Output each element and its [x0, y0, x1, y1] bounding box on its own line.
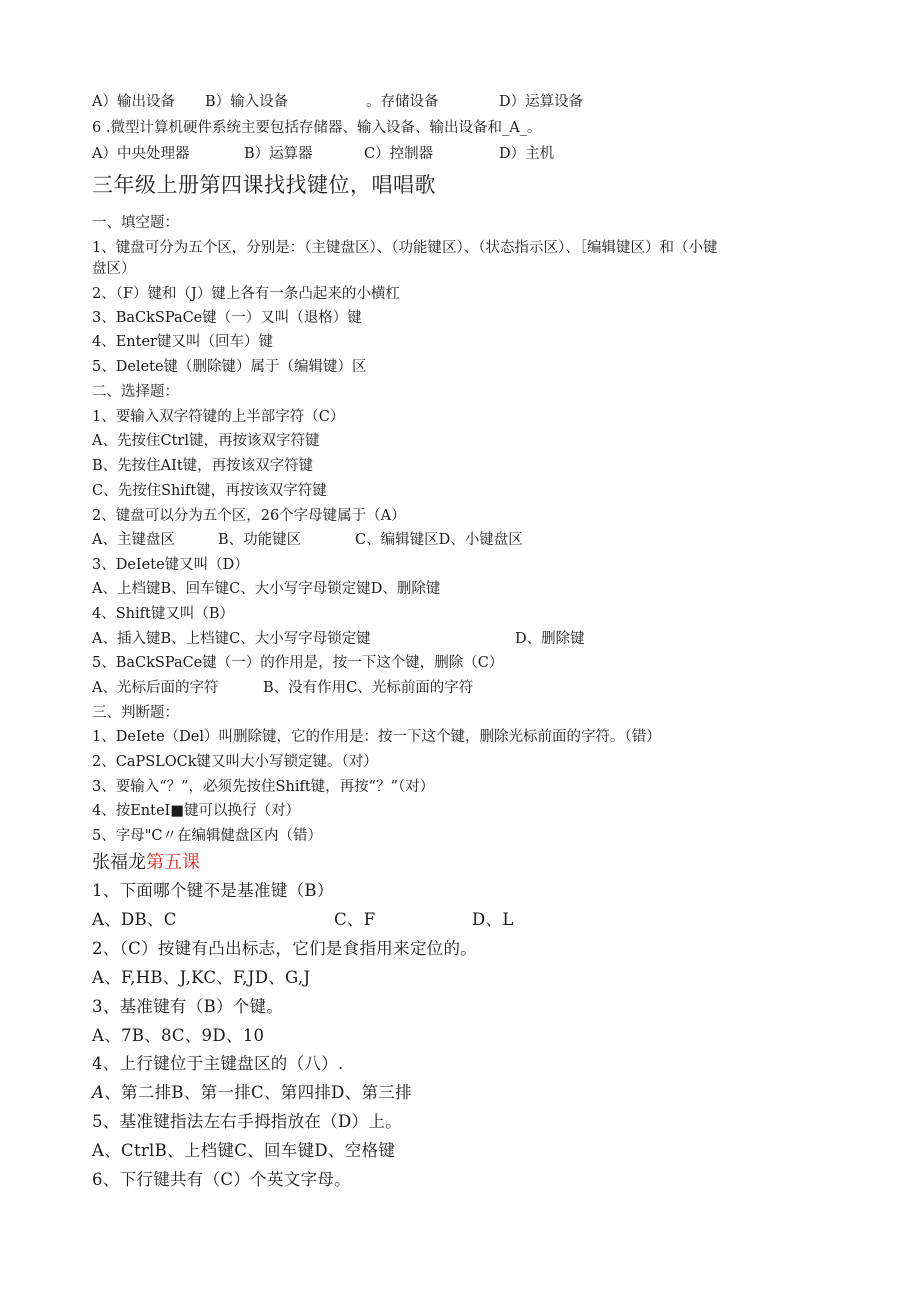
q6-option-d: D）主机	[499, 146, 555, 162]
l5-q3-options: A、7B、8C、9D、10	[92, 1026, 265, 1045]
fill-line: 2、（F）键和（J）键上各有一条凸起来的小横杠	[92, 286, 400, 302]
choice-q4-options-abc: A、插入键B、上档键C、大小写字母锁定键	[92, 631, 371, 647]
fill-line: 1、键盘可分为五个区，分别是：（主键盘区）、（功能键区）、（状态指示区）、［编辑键区）和（小键	[92, 240, 718, 256]
l5-q3: 3、基准键有（B）个键。	[92, 997, 284, 1016]
lesson4-title: 三年级上册第四课找找键位，唱唱歌	[92, 173, 436, 197]
l5-q2: 2、（C）按键有凸出标志，它们是食指用来定位的。	[92, 939, 478, 958]
q5-option-d: D）运算设备	[499, 94, 584, 110]
q5-option-a: A）输出设备	[92, 94, 175, 110]
choice-q1-option-b: B、先按住AIt键，再按该双字符键	[92, 458, 314, 474]
choice-q2-option-a: A、主键盘区	[92, 532, 175, 548]
choice-q3-options: A、上档键B、回车键C、大小写字母锁定键D、删除键	[92, 581, 441, 597]
l5-q4: 4、上行键位于主键盘区的（八）.	[92, 1054, 344, 1073]
l5-q1-option-d: D、L	[472, 910, 514, 929]
l5-q6: 6、下行键共有（C）个英文字母。	[92, 1170, 351, 1189]
l5-q1-option-c: C、F	[334, 910, 376, 929]
lesson5-heading	[92, 854, 200, 872]
choice-q2-option-b: B、功能键区	[218, 532, 302, 548]
l5-q1: 1、下面哪个键不是基准键（B）	[92, 881, 334, 900]
judge-line: 2、CaPSLOCk键又叫大小写锁定键。（对）	[92, 754, 378, 770]
q6-option-c: C）控制器	[364, 146, 434, 162]
choice-q4-option-d: D、删除键	[515, 631, 585, 647]
l5-q4-options-rest: 、第二排B、第一排C、第四排D、第三排	[104, 1083, 412, 1102]
choice-q5-option-a: A、光标后面的字符	[92, 680, 219, 696]
choice-q5: 5、BaCkSPaCe键（一）的作用是，按一下这个键，删除（C）	[92, 655, 504, 671]
l5-q4-option-a-letter: A	[92, 1083, 105, 1102]
choice-q1: 1、要输入双字符键的上半部字符（C）	[92, 409, 345, 425]
choice-q2: 2、键盘可以分为五个区，26个字母键属于（A）	[92, 508, 406, 524]
judge-line: 3、要输入“？”，必须先按住Shift键，再按“？”（对）	[92, 779, 435, 795]
l5-q1-options-ab: A、DB、C	[92, 910, 177, 929]
judge-heading: 三、判断题：	[92, 705, 179, 721]
q6-option-a: A）中央处理器	[92, 146, 190, 162]
q6-option-b: B）运算器	[244, 146, 313, 162]
lesson5-author: 张福龙	[92, 852, 146, 873]
choice-q3: 3、DeIete键又叫（D）	[92, 557, 249, 573]
l5-q2-options: A、F,HB、J,KC、F,JD、G,J	[92, 968, 311, 987]
fill-heading: 一、填空题：	[92, 215, 179, 231]
q5-option-b: B）输入设备	[205, 94, 289, 110]
choice-q4: 4、Shift键又叫（B）	[92, 606, 234, 622]
choice-heading: 二、选择题：	[92, 384, 179, 400]
choice-q5-options-bc: B、没有作用C、光标前面的字符	[263, 680, 474, 696]
l5-q4-options	[92, 1085, 412, 1102]
choice-q1-option-a: A、先按住Ctrl键，再按该双字符键	[92, 433, 320, 449]
l5-q5: 5、基准键指法左右手拇指放在（D）上。	[92, 1112, 402, 1131]
fill-line: 5、Delete键（删除键）属于（编辑键）区	[92, 359, 367, 375]
q6-question: 6 .微型计算机硬件系统主要包括存储器、输入设备、输出设备和_A_。	[92, 120, 542, 136]
judge-line: 1、DeIete（Del）叫删除键，它的作用是：按一下这个键，删除光标前面的字符。（错）	[92, 729, 661, 745]
q5-option-c: 。存储设备	[366, 94, 439, 110]
choice-q2-option-cd: C、编辑键区D、小键盘区	[355, 532, 523, 548]
judge-line: 5、字母"C〃在编辑健盘区内（错）	[92, 828, 322, 844]
l5-q5-options: A、CtrlB、上档键C、回车键D、空格键	[92, 1141, 396, 1160]
judge-line: 4、按EnteI■键可以换行（对）	[92, 803, 300, 819]
choice-q1-option-c: C、先按住Shift键，再按该双字符键	[92, 483, 327, 499]
lesson5-title: 第五课	[146, 852, 200, 873]
fill-line: 3、BaCkSPaCe键（一）又叫（退格）键	[92, 310, 362, 326]
fill-line: 4、Enter键又叫（回车）键	[92, 334, 273, 350]
fill-line: 盘区）	[92, 261, 136, 277]
